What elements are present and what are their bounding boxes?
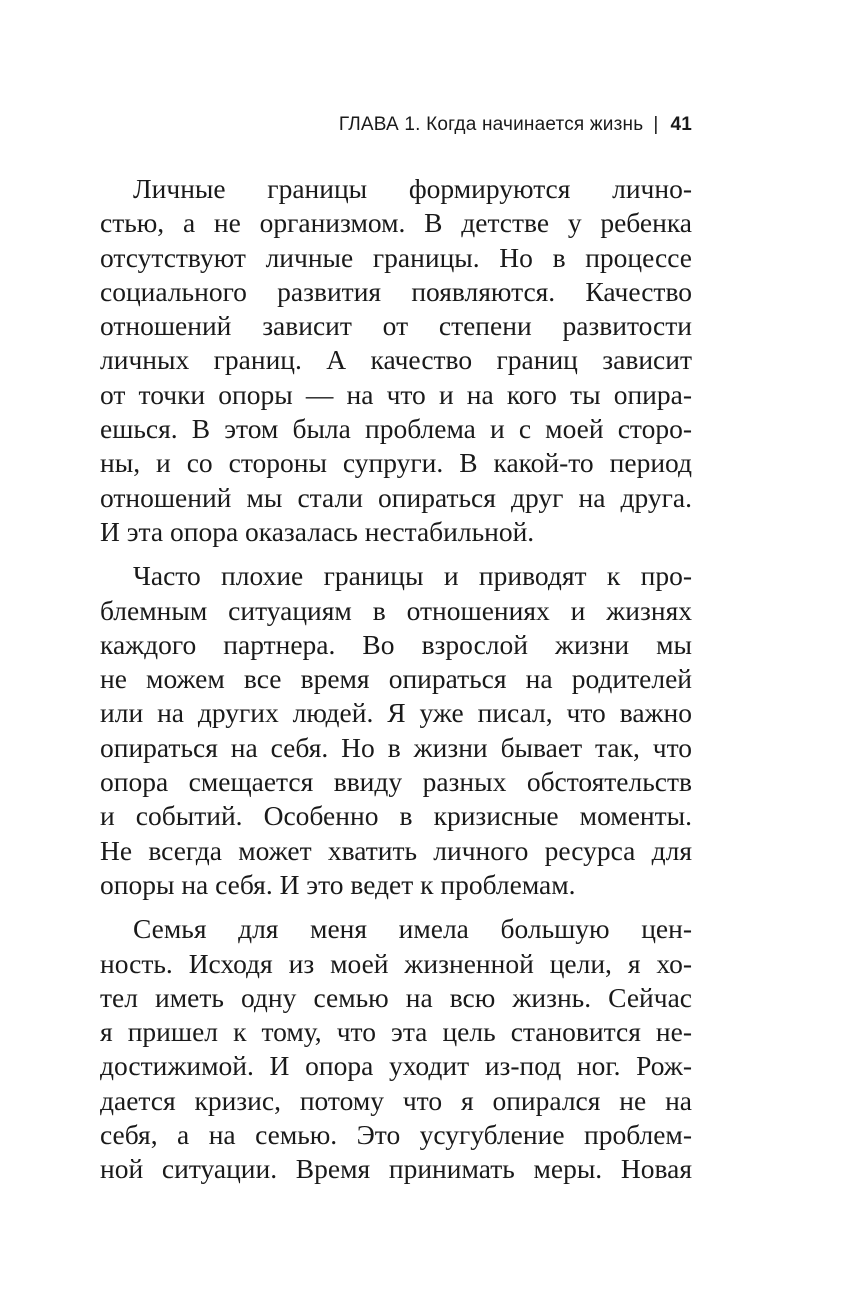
text-line: от точки опоры — на что и на кого ты опира- xyxy=(100,378,692,410)
text-line: достижимой. И опора уходит из-под ног. Рож- xyxy=(100,1050,692,1082)
text-line: не можем все время опираться на родителей xyxy=(100,663,692,695)
text-line: отношений зависит от степени развитости xyxy=(100,310,692,342)
text-line: личных границ. А качество границ зависит xyxy=(100,344,692,376)
text-line: ной ситуации. Время принимать меры. Новая xyxy=(100,1153,692,1185)
text-line: стью, а не организмом. В детстве у ребенка xyxy=(100,207,692,239)
paragraph-1 xyxy=(100,172,692,549)
text-line: дается кризис, потому что я опирался не на xyxy=(100,1084,692,1116)
text-line: Часто плохие границы и приводят к про- xyxy=(133,560,692,592)
text-line: опоры на себя. И это ведет к проблемам. xyxy=(100,868,576,900)
text-line: опираться на себя. Но в жизни бывает так, что xyxy=(100,731,692,763)
running-header xyxy=(339,114,692,136)
header-separator: | xyxy=(653,114,659,135)
text-line: опора смещается ввиду разных обстоятельств xyxy=(100,766,692,798)
text-line: Семья для меня имела большую цен- xyxy=(133,913,692,945)
page-number: 41 xyxy=(670,114,692,135)
text-line: социального развития появляются. Качество xyxy=(100,275,692,307)
paragraph-2 xyxy=(100,559,692,902)
text-line: Не всегда может хватить личного ресурса для xyxy=(100,834,692,866)
text-line: блемным ситуациям в отношениях и жизнях xyxy=(100,594,692,626)
body-text xyxy=(100,172,692,1187)
text-line: каждого партнера. Во взрослой жизни мы xyxy=(100,628,692,660)
chapter-title: ГЛАВА 1. Когда начинается жизнь xyxy=(338,114,644,135)
text-line: тел иметь одну семью на всю жизнь. Сейчас xyxy=(100,981,692,1013)
text-line: себя, а на семью. Это усугубление проблем- xyxy=(100,1119,692,1151)
text-line: я пришел к тому, что эта цель становится не- xyxy=(100,1016,692,1048)
text-line: отсутствуют личные границы. Но в процессе xyxy=(100,241,692,273)
text-line: отношений мы стали опираться друг на друга. xyxy=(100,481,692,513)
text-line: Личные границы формируются лично- xyxy=(133,173,692,204)
text-line: ешься. В этом была проблема и с моей сторо- xyxy=(100,413,692,445)
text-line: и событий. Особенно в кризисные моменты. xyxy=(100,800,692,832)
paragraph-3 xyxy=(100,912,692,1186)
text-line: ны, и со стороны супруги. В какой-то период xyxy=(100,447,692,479)
text-line: И эта опора оказалась нестабильной. xyxy=(100,515,535,547)
text-line: или на других людей. Я уже писал, что важно xyxy=(100,697,692,729)
text-line: ность. Исходя из моей жизненной цели, я хо- xyxy=(100,947,692,979)
